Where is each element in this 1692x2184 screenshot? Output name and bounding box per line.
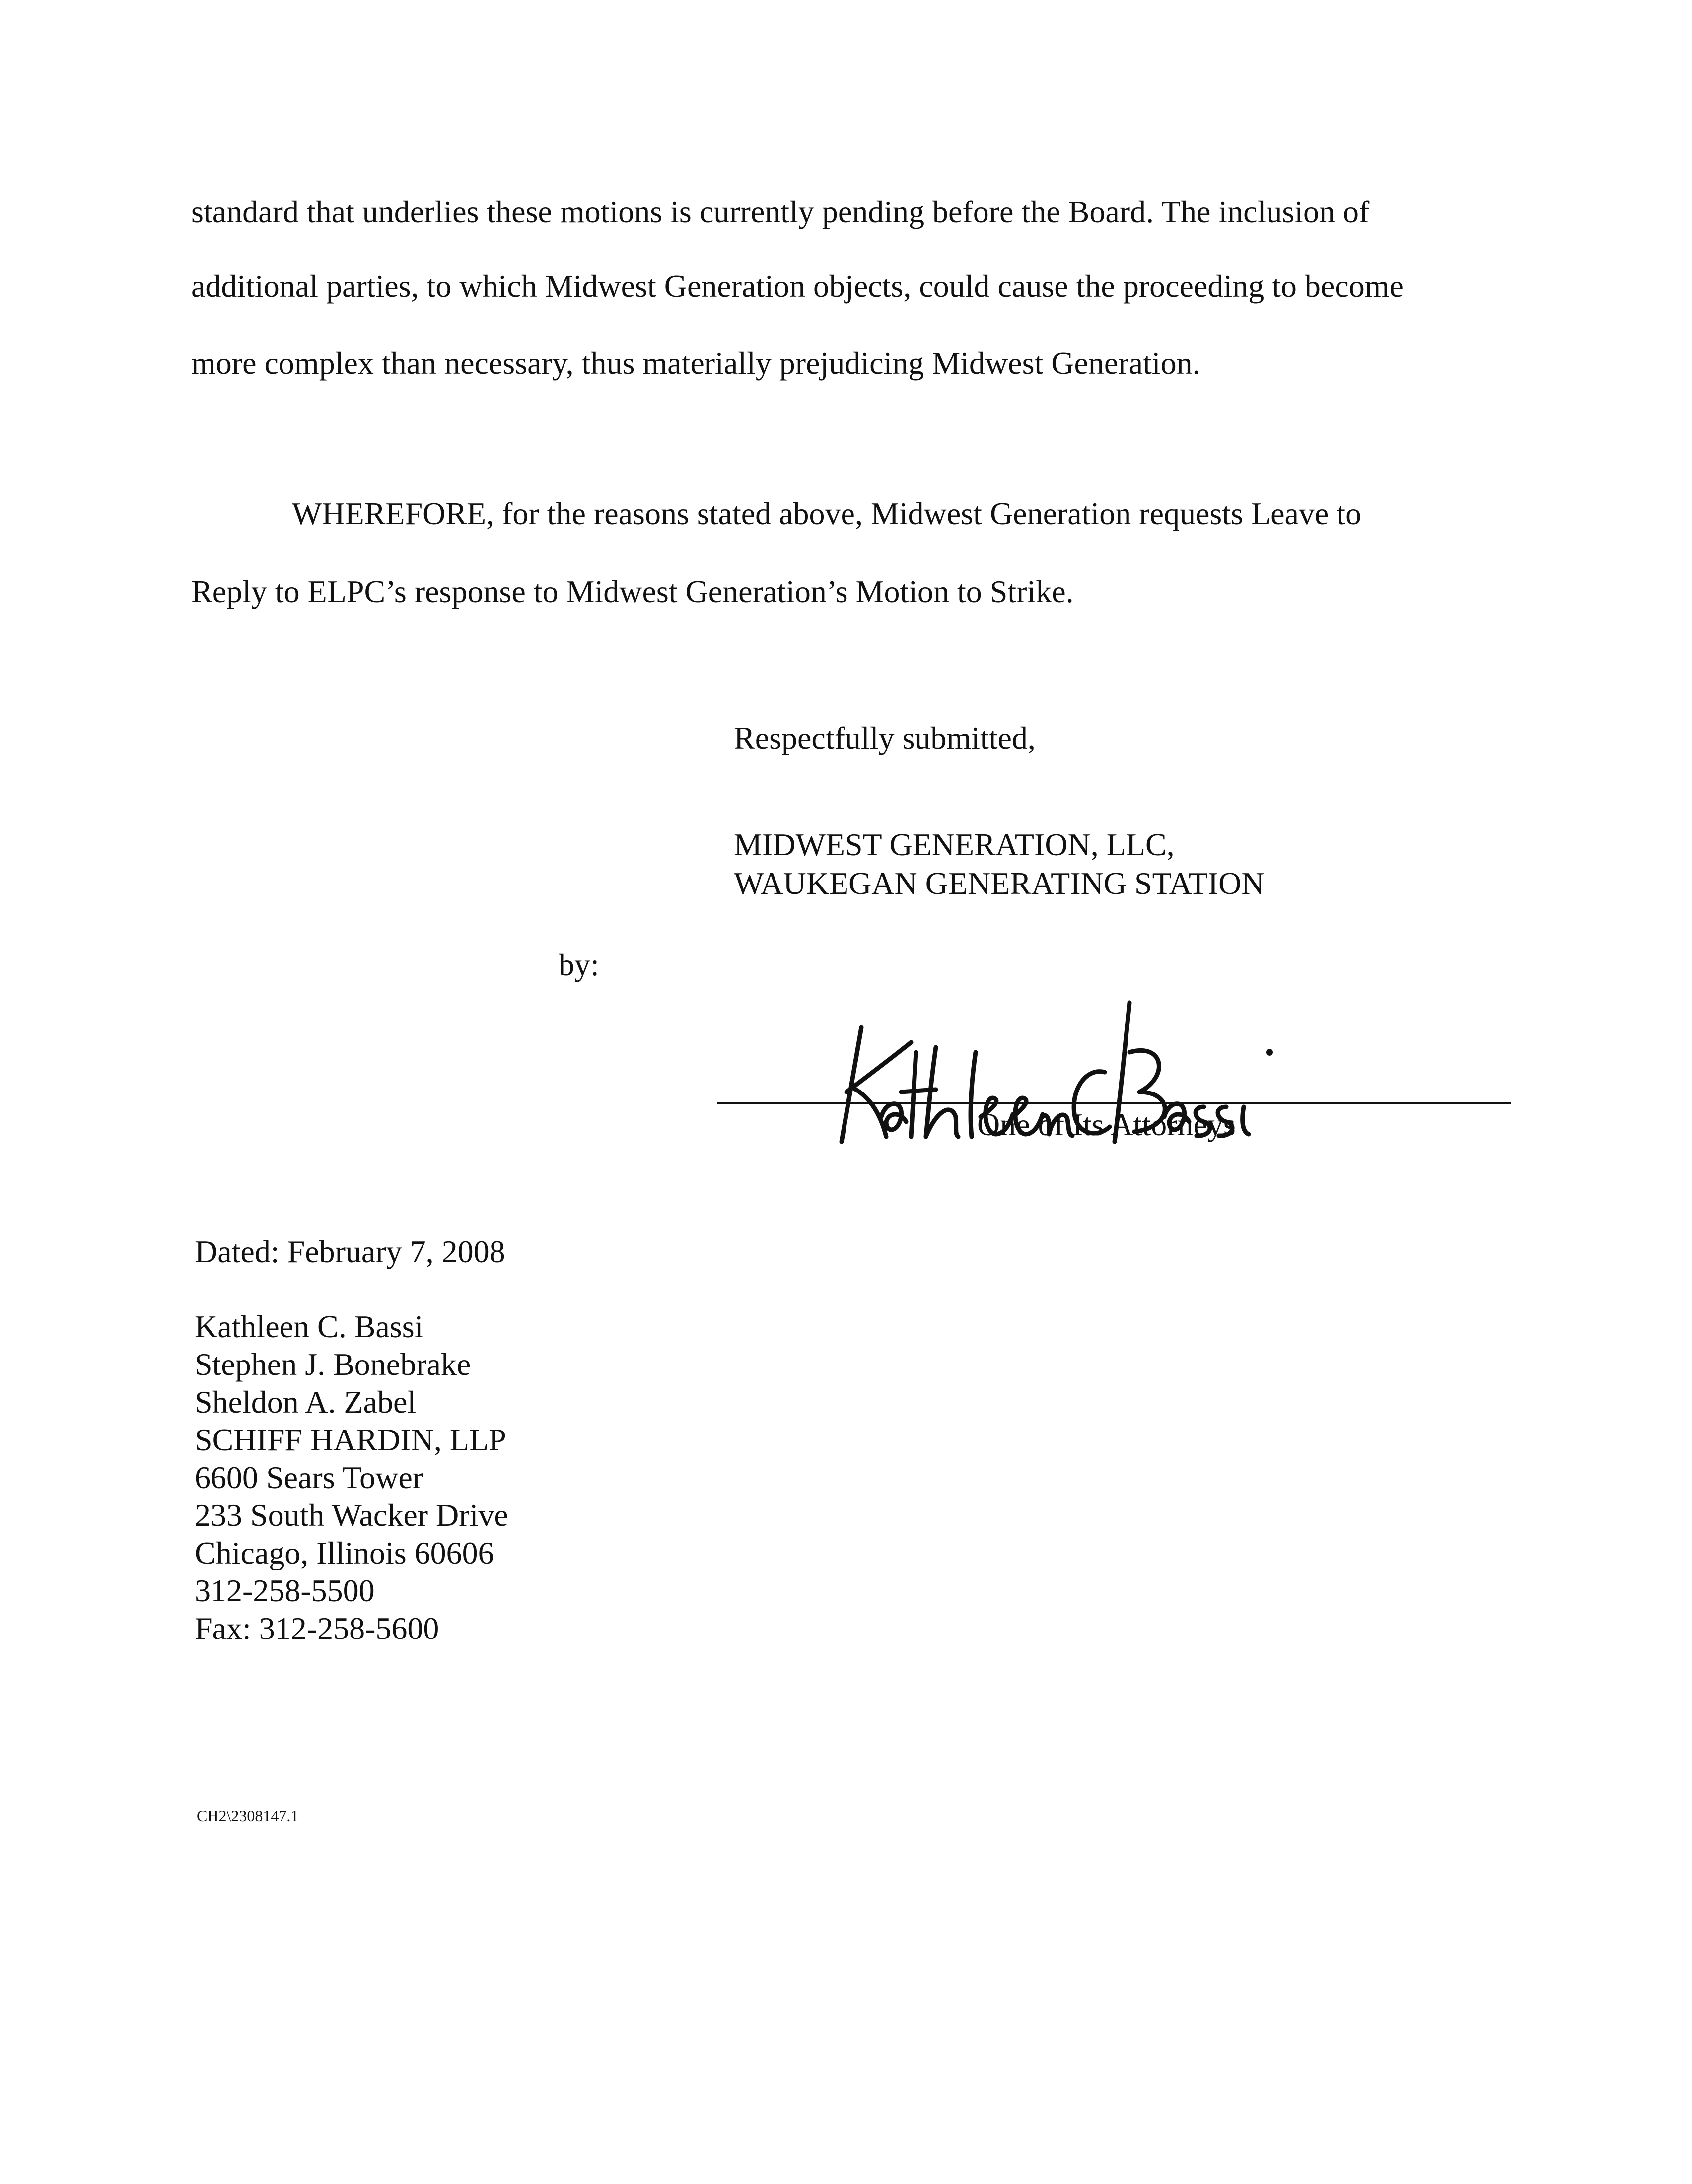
closing-line: Respectfully submitted,	[734, 720, 1036, 755]
address-line: 233 South Wacker Drive	[195, 1498, 508, 1533]
paragraph-line: more complex than necessary, thus materially prejudicing Midwest Generation.	[191, 345, 1200, 381]
dated-line: Dated: February 7, 2008	[195, 1234, 505, 1269]
address-line: Sheldon A. Zabel	[195, 1384, 417, 1420]
paragraph-line: WHEREFORE, for the reasons stated above, Midwest Generation requests Leave to	[292, 496, 1362, 531]
address-line: Kathleen C. Bassi	[195, 1309, 423, 1344]
address-line: Stephen J. Bonebrake	[195, 1347, 471, 1382]
by-label: by:	[559, 947, 599, 982]
paragraph-line: standard that underlies these motions is currently pending before the Board. The inclusion of	[191, 194, 1370, 229]
address-line: 312-258-5500	[195, 1573, 375, 1608]
signature-dot	[1266, 1049, 1273, 1056]
document-id: CH2\2308147.1	[197, 1807, 299, 1825]
organization-line-1: MIDWEST GENERATION, LLC,	[734, 827, 1175, 862]
address-block	[195, 1308, 508, 1647]
organization-line-2: WAUKEGAN GENERATING STATION	[734, 866, 1265, 901]
address-line: SCHIFF HARDIN, LLP	[195, 1422, 506, 1457]
signature-caption: One of Its Attorneys	[977, 1107, 1236, 1142]
paragraph-line: Reply to ELPC’s response to Midwest Generation’s Motion to Strike.	[191, 574, 1074, 609]
address-line: Chicago, Illinois 60606	[195, 1535, 494, 1570]
address-line: Fax: 312-258-5600	[195, 1611, 439, 1646]
paragraph-line: additional parties, to which Midwest Generation objects, could cause the proceeding to become	[191, 269, 1404, 304]
address-line: 6600 Sears Tower	[195, 1460, 423, 1495]
